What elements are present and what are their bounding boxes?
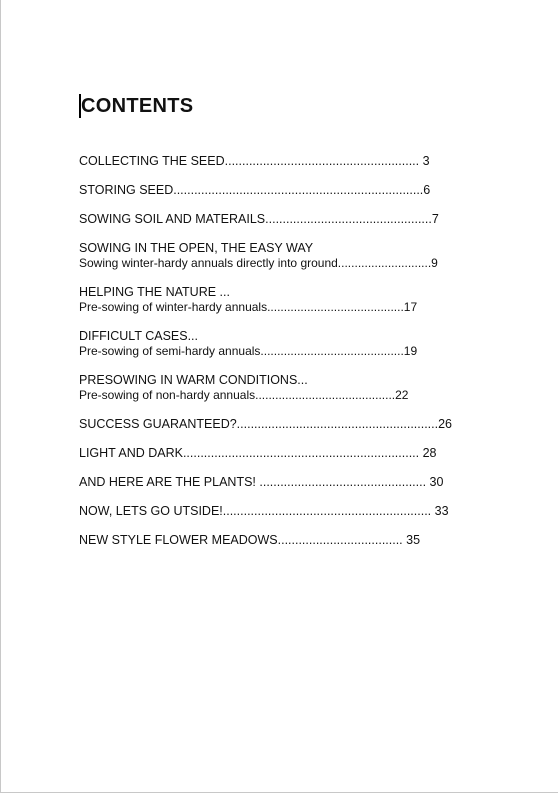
toc-line: SOWING SOIL AND MATERAILS................................................7 bbox=[79, 212, 439, 226]
toc-entry-sowing-soil[interactable] bbox=[79, 212, 489, 227]
toc-line: STORING SEED........................................................................6 bbox=[79, 183, 431, 197]
toc-subline: Pre-sowing of semi-hardy annuals...........................................19 bbox=[79, 344, 418, 358]
toc-entry-flower-meadows[interactable] bbox=[79, 533, 489, 548]
page-title: CONTENTS bbox=[81, 94, 194, 117]
toc-entry-helping-nature[interactable] bbox=[79, 285, 489, 315]
toc-line: AND HERE ARE THE PLANTS! ................................................ 30 bbox=[79, 475, 444, 489]
toc-heading: HELPING THE NATURE ... bbox=[79, 285, 230, 299]
toc-entry-go-outside[interactable] bbox=[79, 504, 489, 519]
toc-line: SUCCESS GUARANTEED?..........................................................26 bbox=[79, 417, 453, 431]
toc-line: LIGHT AND DARK.................................................................... 28 bbox=[79, 446, 437, 460]
toc-entry-success[interactable] bbox=[79, 417, 489, 432]
toc-entry-storing[interactable] bbox=[79, 183, 489, 198]
toc-entry-difficult-cases[interactable] bbox=[79, 329, 489, 359]
toc-entry-presowing-warm[interactable] bbox=[79, 373, 489, 403]
toc-entry-collecting[interactable] bbox=[79, 154, 489, 169]
toc-heading: PRESOWING IN WARM CONDITIONS... bbox=[79, 373, 308, 387]
toc-subline: Sowing winter-hardy annuals directly into ground............................9 bbox=[79, 256, 438, 270]
toc-heading: SOWING IN THE OPEN, THE EASY WAY bbox=[79, 241, 314, 255]
toc-line: NEW STYLE FLOWER MEADOWS.................................... 35 bbox=[79, 533, 421, 547]
title-block bbox=[79, 94, 193, 118]
toc-heading: DIFFICULT CASES... bbox=[79, 329, 199, 343]
toc-line: COLLECTING THE SEED........................................................ 3 bbox=[79, 154, 430, 168]
toc-line: NOW, LETS GO UTSIDE!............................................................ 33 bbox=[79, 504, 449, 518]
toc-entry-plants[interactable] bbox=[79, 475, 489, 490]
toc-entry-light-dark[interactable] bbox=[79, 446, 489, 461]
toc-entry-sowing-open[interactable] bbox=[79, 241, 489, 271]
toc-subline: Pre-sowing of non-hardy annuals..........................................22 bbox=[79, 388, 409, 402]
toc-subline: Pre-sowing of winter-hardy annuals.........................................17 bbox=[79, 300, 418, 314]
table-of-contents bbox=[79, 154, 489, 562]
